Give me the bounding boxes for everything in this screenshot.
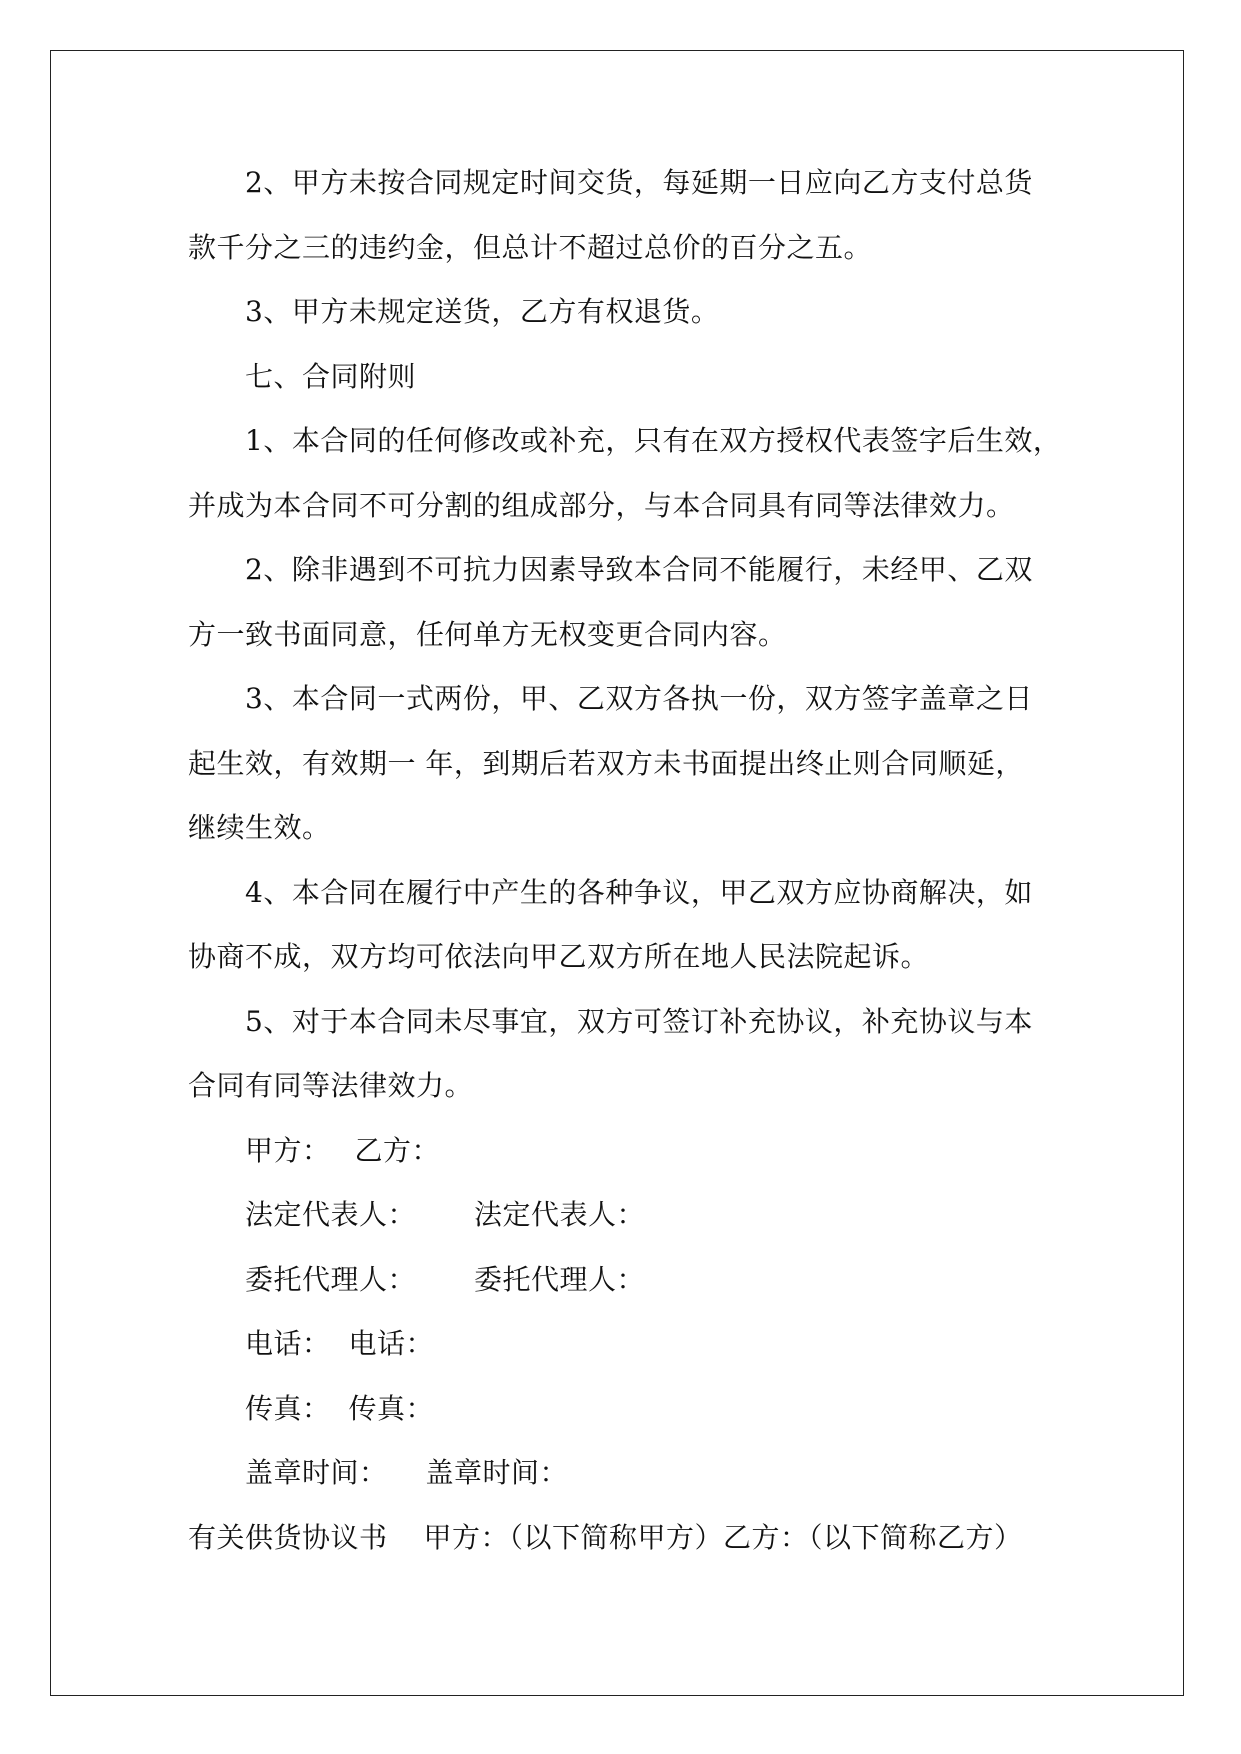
agent-a-label: 委托代理人： xyxy=(245,1262,417,1296)
seal-date-a-label: 盖章时间： xyxy=(245,1456,388,1489)
phone-b-label: 电话： xyxy=(348,1327,435,1360)
signature-representative-row xyxy=(188,1190,1058,1255)
document-body xyxy=(188,158,1062,1577)
fax-b-label: 传真： xyxy=(348,1391,435,1425)
signature-phone-row xyxy=(188,1319,1058,1384)
signature-seal-date-row xyxy=(188,1448,1058,1513)
appendix-3-line-1: 3、本合同一式两份，甲、乙双方各执一份，双方签字盖章之日 xyxy=(245,682,1033,715)
party-a-label: 甲方： xyxy=(245,1133,331,1167)
next-document-title: 有关供货协议书 xyxy=(188,1520,388,1554)
appendix-1-line-2: 并成为本合同不可分割的组成部分，与本合同具有同等法律效力。 xyxy=(188,488,1015,522)
signature-party-row xyxy=(188,1126,1058,1191)
appendix-2-line-1: 2、除非遇到不可抗力因素导致本合同不能履行，未经甲、乙双 xyxy=(245,553,1033,586)
signature-fax-row xyxy=(188,1384,1058,1449)
appendix-2-line-2: 方一致书面同意，任何单方无权变更合同内容。 xyxy=(188,617,787,651)
representative-b-label: 法定代表人： xyxy=(474,1198,646,1231)
appendix-1-line-1: 1、本合同的任何修改或补充，只有在双方授权代表签字后生效， xyxy=(245,424,1062,457)
appendix-3-line-2: 起生效，有效期一 年，到期后若双方未书面提出终止则合同顺延， xyxy=(188,746,1024,780)
agent-b-label: 委托代理人： xyxy=(474,1262,646,1296)
appendix-4-line-2: 协商不成，双方均可依法向甲乙双方所在地人民法院起诉。 xyxy=(188,940,930,973)
appendix-4-line-1: 4、本合同在履行中产生的各种争议，甲乙双方应协商解决，如 xyxy=(245,875,1033,909)
next-document-parties: 甲方：（以下简称甲方）乙方：（以下简称乙方） xyxy=(423,1520,1023,1554)
section-heading-appendix: 七、合同附则 xyxy=(245,359,417,393)
clause-2-line-1: 2、甲方未按合同规定时间交货，每延期一日应向乙方支付总货 xyxy=(245,166,1033,199)
next-document-header xyxy=(188,1513,1058,1578)
clause-2-line-2: 款千分之三的违约金，但总计不超过总价的百分之五。 xyxy=(188,230,873,264)
appendix-5-line-1: 5、对于本合同未尽事宜，双方可签订补充协议，补充协议与本 xyxy=(245,1004,1033,1038)
appendix-5-line-2: 合同有同等法律效力。 xyxy=(188,1069,474,1102)
appendix-3-line-3: 继续生效。 xyxy=(188,811,331,844)
fax-a-label: 传真： xyxy=(245,1391,331,1425)
seal-date-b-label: 盖章时间： xyxy=(425,1456,569,1489)
signature-agent-row xyxy=(188,1255,1058,1320)
representative-a-label: 法定代表人： xyxy=(245,1198,417,1231)
phone-a-label: 电话： xyxy=(245,1327,331,1360)
clause-3-line-1: 3、甲方未规定送货，乙方有权退货。 xyxy=(245,295,720,328)
party-b-label: 乙方： xyxy=(354,1133,441,1167)
